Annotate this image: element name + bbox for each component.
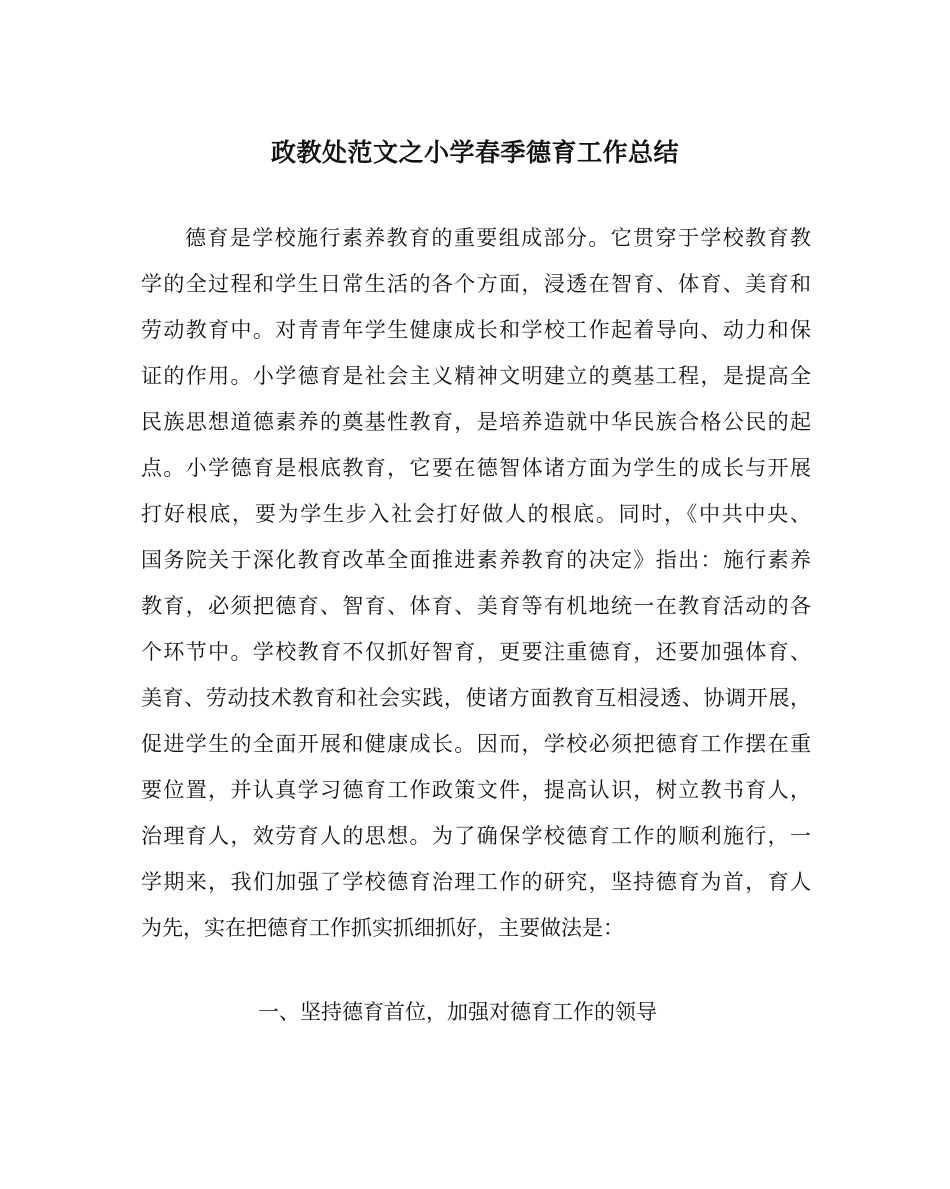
- document-title: 政教处范文之小学春季德育工作总结: [270, 138, 679, 167]
- paragraph-line: 教育，必须把德育、智育、体育、美育等有机地统一在教育活动的各: [141, 594, 811, 618]
- paragraph-line: 治理育人，效劳育人的思想。为了确保学校德育工作的顺利施行，一: [141, 824, 811, 848]
- paragraph-line: 点。小学德育是根底教育，它要在德智体诸方面为学生的成长与开展: [141, 456, 811, 480]
- paragraph-line: 学期来，我们加强了学校德育治理工作的研究，坚持德育为首，育人: [141, 870, 811, 894]
- paragraph-line: 德育是学校施行素养教育的重要组成部分。它贯穿于学校教育教: [185, 226, 811, 250]
- paragraph-line: 国务院关于深化教育改革全面推进素养教育的决定》指出：施行素养: [141, 548, 811, 572]
- paragraph-line: 美育、劳动技术教育和社会实践，使诸方面教育互相浸透、协调开展，: [141, 686, 811, 710]
- paragraph-line: 学的全过程和学生日常生活的各个方面，浸透在智育、体育、美育和: [141, 272, 811, 296]
- paragraph-line: 要位置，并认真学习德育工作政策文件，提高认识，树立教书育人，: [141, 778, 811, 802]
- section-heading: 一、坚持德育首位，加强对德育工作的领导: [258, 1000, 657, 1024]
- paragraph-line: 打好根底，要为学生步入社会打好做人的根底。同时，《中共中央、: [141, 502, 811, 526]
- paragraph-line: 促进学生的全面开展和健康成长。因而，学校必须把德育工作摆在重: [141, 732, 811, 756]
- body-paragraph: [141, 215, 811, 951]
- paragraph-line: 为先，实在把德育工作抓实抓细抓好，主要做法是：: [141, 916, 624, 940]
- paragraph-line: 劳动教育中。对青青年学生健康成长和学校工作起着导向、动力和保: [141, 318, 811, 342]
- paragraph-line: 个环节中。学校教育不仅抓好智育，更要注重德育，还要加强体育、: [141, 640, 811, 664]
- paragraph-line: 民族思想道德素养的奠基性教育，是培养造就中华民族合格公民的起: [141, 410, 811, 434]
- paragraph-line: 证的作用。小学德育是社会主义精神文明建立的奠基工程，是提高全: [141, 364, 811, 388]
